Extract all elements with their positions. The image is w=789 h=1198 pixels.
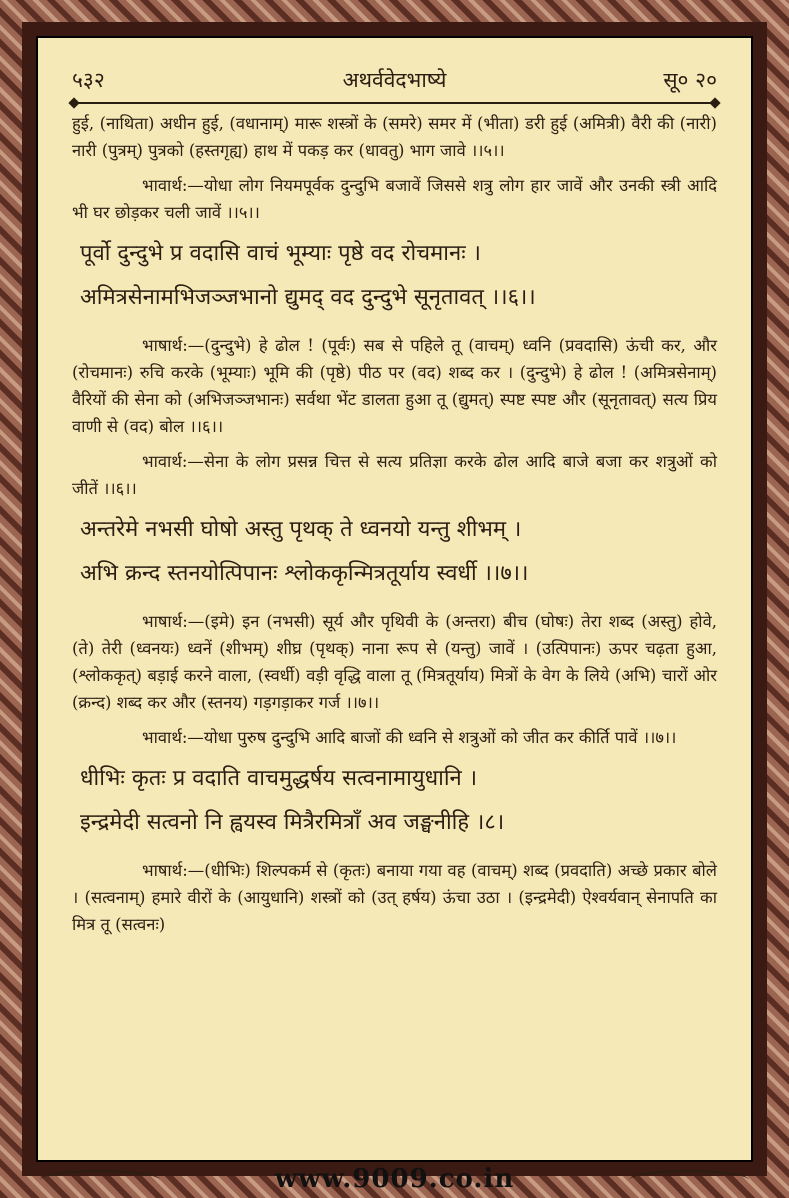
mantra-line: अभि क्रन्द स्तनयोत्पिपानः श्लोककृन्मित्रतूर्याय स्वर्धी ।।७।।: [80, 561, 529, 586]
footer-website[interactable]: www.9009.co.in: [274, 1164, 515, 1194]
mantra-8: [72, 759, 717, 843]
mantra-line: धीभिः कृतः प्र वदाति वाचमुद्धर्षय सत्वनामायुधानि ।: [80, 766, 478, 791]
bhavarth: भावार्थ:—सेना के लोग प्रसन्न चित्त से सत्य प्रतिज्ञा करके ढोल आदि बाजे बजा कर शत्रुओं को जीतें ।।६।।: [72, 452, 717, 498]
bhashartha: भाषार्थ:—(दुन्दुभे) हे ढोल ! (पूर्वः) सब से पहिले तू (वाचम्) ध्वनि (प्रवदासि) ऊंची कर, और (रोचमानः) रुचि करके (भूम्याः) भूमि की (पृष्ठे) पीठ पर (वद) शब्द कर । (दुन्दुभे) हे ढोल ! (अमित्रसेनाम्) वैरियों की सेना को (अभिजञ्जभानः) सर्वथा भेंट डालता हुआ तू (द्युमत्) स्पष्ट स्पष्ट और (सूनृतावत्) सत्य प्रिय वाणी से (वद) बोल ।।६।।: [72, 336, 717, 436]
page-header: [72, 66, 717, 102]
mantra-line: इन्द्रमेदी सत्वनो नि ह्वयस्व मित्रैरमित्राँ अव जङ्घनीहि ।८।: [80, 810, 505, 835]
mantra-7: [72, 510, 717, 594]
mantra-line: पूर्वो दुन्दुभे प्र वदासि वाचं भूम्याः पृष्ठे वद रोचमानः ।: [80, 241, 481, 266]
mantra-6: [72, 234, 717, 318]
bhavarth: भावार्थ:—योधा पुरुष दुन्दुभि आदि बाजों की ध्वनि से शत्रुओं को जीत कर कीर्ति पावें ।।७।।: [142, 728, 677, 747]
sukta-number: सू० २०: [663, 68, 717, 92]
header-rule: [72, 102, 717, 104]
bhashartha: भाषार्थ:—(धीभिः) शिल्पकर्म से (कृतः) बनाया गया वह (वाचम्) शब्द (प्रवदाति) अच्छे प्रकार बोले । (सत्वनाम्) हमारे वीरों के (आयुधानि) शस्त्रों को (उत् हर्षय) ऊंचा उठा । (इन्द्रमेदी) ऐश्वर्यवान् सेनापति का मित्र तू (सत्वनः): [72, 861, 717, 934]
bhashartha: भाषार्थ:—(इमे) इन (नभसी) सूर्य और पृथिवी के (अन्तरा) बीच (घोषः) तेरा शब्द (अस्तु) होवे, (ते) तेरी (ध्वनयः) ध्वनें (शीभम्) शीघ्र (पृथक्) नाना रूप से (यन्तु) जावें । (उत्पिपानः) ऊपर चढ़ता हुआ, (श्लोककृत्) बड़ाई करने वाला, (स्वर्धी) वड़ी वृद्धि वाला तू (मित्रतूर्याय) मित्रों के वेग के लिये (अभि) चारों ओर (क्रन्द) शब्द कर और (स्तनय) गड़गड़ाकर गर्ज ।।७।।: [72, 612, 717, 712]
page-content: [72, 110, 717, 1150]
page: [36, 36, 753, 1162]
paragraph: हुई, (नाथिता) अधीन हुई, (वधानाम्) मारू शस्त्रों के (समरे) समर में (भीता) डरी हुई (अमित्री) वैरी की (नारी) नारी (पुत्रम्) पुत्रको (हस्तगृह्य) हाथ में पकड़ कर (धावतु) भाग जावे ।।५।।: [72, 114, 717, 160]
bhavarth: भावार्थ:—योधा लोग नियमपूर्वक दुन्दुभि बजावें जिससे शत्रु लोग हार जावें और उनकी स्त्री आदि भी घर छोड़कर चली जावें ।।५।।: [72, 176, 717, 222]
page-title: अथर्ववेदभाष्ये: [342, 68, 447, 92]
mantra-line: अन्तरेमे नभसी घोषो अस्तु पृथक् ते ध्वनयो यन्तु शीभम् ।: [80, 517, 522, 542]
page-number: ५३२: [72, 68, 105, 92]
mantra-line: अमित्रसेनामभिजञ्जभानो द्युमद् वद दुन्दुभे सूनृतावत् ।।६।।: [80, 285, 536, 310]
